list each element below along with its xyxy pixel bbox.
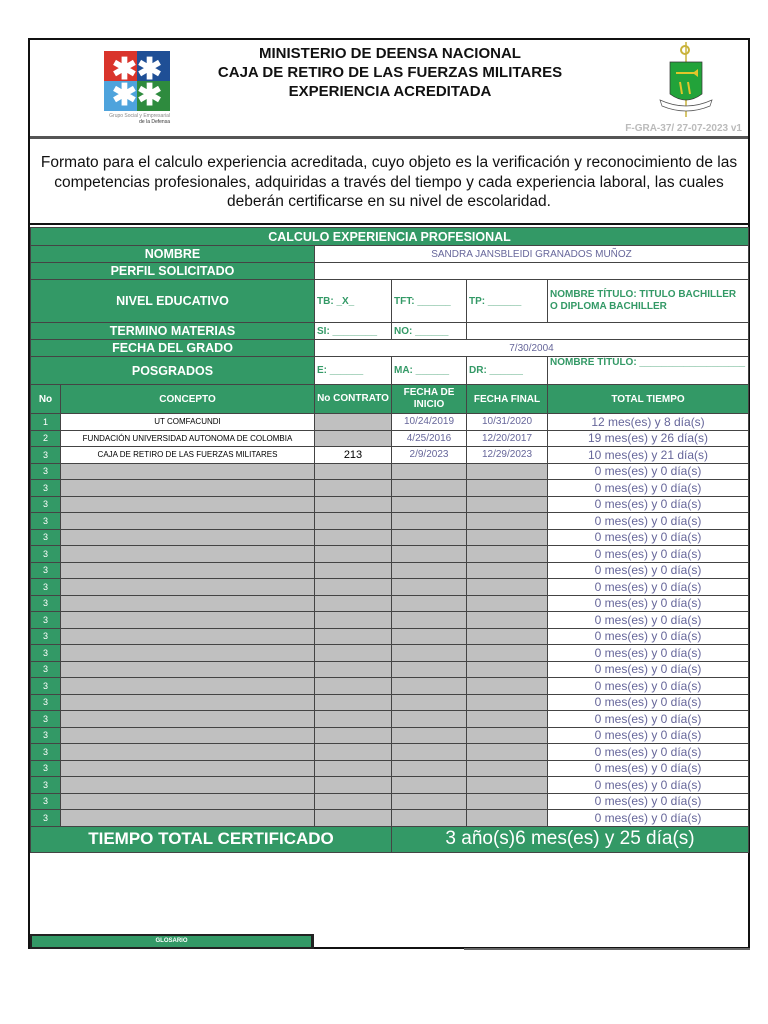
concepto-cell[interactable]	[61, 678, 315, 695]
table-row	[31, 430, 749, 447]
contrato-cell[interactable]	[315, 414, 392, 431]
concepto-cell[interactable]	[61, 463, 315, 480]
contrato-cell[interactable]	[315, 694, 392, 711]
contrato-cell[interactable]	[315, 463, 392, 480]
row-number: 3	[31, 760, 61, 777]
concepto-cell[interactable]	[61, 760, 315, 777]
tft-field[interactable]: TFT: ______	[392, 280, 467, 323]
coat-of-arms-icon	[658, 42, 714, 117]
total-cell: 0 mes(es) y 0 día(s)	[548, 562, 749, 579]
contrato-cell[interactable]	[315, 760, 392, 777]
contrato-cell[interactable]	[315, 793, 392, 810]
final-cell[interactable]	[467, 612, 548, 629]
experience-table	[30, 227, 749, 853]
final-cell[interactable]	[467, 579, 548, 596]
contrato-cell[interactable]	[315, 430, 392, 447]
total-cell: 0 mes(es) y 0 día(s)	[548, 513, 749, 530]
inicio-cell[interactable]	[392, 678, 467, 695]
inicio-cell[interactable]	[392, 777, 467, 794]
row-number: 3	[31, 513, 61, 530]
inicio-cell[interactable]	[392, 727, 467, 744]
final-cell[interactable]	[467, 546, 548, 563]
total-cell: 0 mes(es) y 0 día(s)	[548, 496, 749, 513]
contrato-cell[interactable]	[315, 513, 392, 530]
total-cell: 12 mes(es) y 8 día(s)	[548, 414, 749, 431]
inicio-cell[interactable]	[392, 711, 467, 728]
final-cell[interactable]	[467, 810, 548, 827]
title-line: CAJA DE RETIRO DE LAS FUERZAS MILITARES	[217, 64, 563, 81]
concepto-cell[interactable]	[61, 744, 315, 761]
fecha-grado-field[interactable]: 7/30/2004	[315, 340, 749, 357]
final-cell[interactable]	[467, 727, 548, 744]
row-number: 3	[31, 579, 61, 596]
final-cell[interactable]	[467, 595, 548, 612]
final-cell[interactable]	[467, 661, 548, 678]
table-row	[31, 480, 749, 497]
contrato-cell[interactable]	[315, 645, 392, 662]
concepto-cell[interactable]	[61, 661, 315, 678]
final-cell[interactable]	[467, 628, 548, 645]
row-number: 3	[31, 480, 61, 497]
total-cell: 0 mes(es) y 0 día(s)	[548, 529, 749, 546]
pos-titulo-field[interactable]: NOMBRE TÍTULO: ___________________	[548, 357, 749, 385]
table-row	[31, 645, 749, 662]
dr-field[interactable]: DR: ______	[467, 357, 548, 385]
concepto-cell[interactable]	[61, 628, 315, 645]
row-number: 3	[31, 810, 61, 827]
nivel-label: NIVEL EDUCATIVO	[31, 280, 315, 323]
total-cell: 0 mes(es) y 0 día(s)	[548, 595, 749, 612]
table-row	[31, 612, 749, 629]
contrato-cell[interactable]	[315, 810, 392, 827]
document-title	[180, 44, 600, 101]
col-final: FECHA FINAL	[467, 385, 548, 414]
table-row	[31, 579, 749, 596]
row-number: 3	[31, 661, 61, 678]
final-cell[interactable]	[467, 463, 548, 480]
contrato-cell[interactable]	[315, 727, 392, 744]
table-row	[31, 760, 749, 777]
final-cell[interactable]	[467, 529, 548, 546]
final-cell[interactable]: 10/31/2020	[467, 414, 548, 431]
row-number: 3	[31, 562, 61, 579]
signature-line	[464, 948, 750, 950]
concepto-cell[interactable]	[61, 810, 315, 827]
concepto-cell[interactable]	[61, 711, 315, 728]
final-cell[interactable]	[467, 711, 548, 728]
nivel-titulo-field[interactable]: NOMBRE TÍTULO: TITULO BACHILLER O DIPLOMA BACHILLER	[548, 280, 749, 323]
final-cell[interactable]	[467, 777, 548, 794]
logo-caption	[90, 113, 170, 125]
inicio-cell[interactable]	[392, 760, 467, 777]
table-row	[31, 810, 749, 827]
inicio-cell[interactable]	[392, 661, 467, 678]
concepto-cell[interactable]	[61, 777, 315, 794]
tb-field[interactable]: TB: _X_	[315, 280, 392, 323]
table-row	[31, 777, 749, 794]
contrato-cell[interactable]	[315, 612, 392, 629]
concepto-cell[interactable]	[61, 546, 315, 563]
final-cell[interactable]	[467, 513, 548, 530]
col-total: TOTAL TIEMPO	[548, 385, 749, 414]
inicio-cell[interactable]	[392, 496, 467, 513]
total-cell: 0 mes(es) y 0 día(s)	[548, 777, 749, 794]
total-cell: 0 mes(es) y 0 día(s)	[548, 744, 749, 761]
row-number: 3	[31, 744, 61, 761]
row-number: 3	[31, 711, 61, 728]
concepto-cell[interactable]	[61, 694, 315, 711]
si-field[interactable]: SI: ________	[315, 323, 392, 340]
form-frame	[28, 38, 750, 949]
table-row	[31, 711, 749, 728]
table-row	[31, 447, 749, 464]
concepto-cell[interactable]	[61, 595, 315, 612]
row-number: 3	[31, 447, 61, 464]
concepto-cell[interactable]	[61, 529, 315, 546]
contrato-cell[interactable]	[315, 777, 392, 794]
contrato-cell[interactable]: 213	[315, 447, 392, 464]
nombre-field[interactable]: SANDRA JANSBLEIDI GRANADOS MUÑOZ	[315, 246, 749, 263]
perfil-field[interactable]	[315, 263, 749, 280]
total-cell: 0 mes(es) y 0 día(s)	[548, 645, 749, 662]
e-field[interactable]: E: ______	[315, 357, 392, 385]
section-title: CALCULO EXPERIENCIA PROFESIONAL	[31, 228, 749, 246]
no-field[interactable]: NO: ______	[392, 323, 467, 340]
concepto-cell[interactable]	[61, 727, 315, 744]
table-row	[31, 793, 749, 810]
inicio-cell[interactable]	[392, 793, 467, 810]
table-row	[31, 513, 749, 530]
final-cell[interactable]	[467, 793, 548, 810]
concepto-cell[interactable]: CAJA DE RETIRO DE LAS FUERZAS MILITARES	[61, 447, 315, 464]
ma-field[interactable]: MA: ______	[392, 357, 467, 385]
tp-field[interactable]: TP: ______	[467, 280, 548, 323]
col-concepto: CONCEPTO	[61, 385, 315, 414]
title-line: EXPERIENCIA ACREDITADA	[288, 83, 492, 100]
table-row	[31, 546, 749, 563]
posgrados-label: POSGRADOS	[31, 357, 315, 385]
row-number: 3	[31, 612, 61, 629]
total-cell: 0 mes(es) y 0 día(s)	[548, 612, 749, 629]
contrato-cell[interactable]	[315, 529, 392, 546]
total-cell: 0 mes(es) y 0 día(s)	[548, 810, 749, 827]
final-cell[interactable]	[467, 645, 548, 662]
row-number: 3	[31, 777, 61, 794]
table-row	[31, 562, 749, 579]
table-row	[31, 496, 749, 513]
contrato-cell[interactable]	[315, 628, 392, 645]
concepto-cell[interactable]	[61, 513, 315, 530]
table-row	[31, 628, 749, 645]
concepto-cell[interactable]	[61, 793, 315, 810]
title-line: MINISTERIO DE DEENSA NACIONAL	[259, 45, 521, 62]
nombre-label: NOMBRE	[31, 246, 315, 263]
group-logo: ✱✱ ✱✱	[104, 51, 170, 111]
inicio-cell[interactable]	[392, 694, 467, 711]
table-row	[31, 678, 749, 695]
inicio-cell[interactable]	[392, 810, 467, 827]
concepto-cell[interactable]	[61, 496, 315, 513]
total-cell: 0 mes(es) y 0 día(s)	[548, 579, 749, 596]
final-cell[interactable]	[467, 678, 548, 695]
inicio-cell[interactable]	[392, 529, 467, 546]
col-inicio: FECHA DE INICIO	[392, 385, 467, 414]
inicio-cell[interactable]	[392, 595, 467, 612]
inicio-cell[interactable]	[392, 480, 467, 497]
total-cell: 10 mes(es) y 21 día(s)	[548, 447, 749, 464]
inicio-cell[interactable]	[392, 463, 467, 480]
inicio-cell[interactable]	[392, 612, 467, 629]
inicio-cell[interactable]	[392, 645, 467, 662]
logo-text-line: Grupo Social y Empresarial	[109, 113, 170, 119]
row-number: 3	[31, 645, 61, 662]
row-number: 3	[31, 628, 61, 645]
perfil-label: PERFIL SOLICITADO	[31, 263, 315, 280]
final-cell[interactable]: 12/29/2023	[467, 447, 548, 464]
fecha-grado-label: FECHA DEL GRADO	[31, 340, 315, 357]
concepto-cell[interactable]	[61, 562, 315, 579]
total-cell: 0 mes(es) y 0 día(s)	[548, 628, 749, 645]
inicio-cell[interactable]: 4/25/2016	[392, 430, 467, 447]
col-contrato: No CONTRATO	[315, 385, 392, 414]
row-number: 3	[31, 546, 61, 563]
contrato-cell[interactable]	[315, 661, 392, 678]
col-no: No	[31, 385, 61, 414]
concepto-cell[interactable]: UT COMFACUNDI	[61, 414, 315, 431]
concepto-cell[interactable]: FUNDACIÓN UNIVERSIDAD AUTONOMA DE COLOMBIA	[61, 430, 315, 447]
total-cell: 0 mes(es) y 0 día(s)	[548, 463, 749, 480]
table-row	[31, 661, 749, 678]
total-cell: 0 mes(es) y 0 día(s)	[548, 711, 749, 728]
row-number: 3	[31, 496, 61, 513]
total-cell: 0 mes(es) y 0 día(s)	[548, 678, 749, 695]
contrato-cell[interactable]	[315, 496, 392, 513]
total-cell: 0 mes(es) y 0 día(s)	[548, 480, 749, 497]
final-cell[interactable]: 12/20/2017	[467, 430, 548, 447]
inicio-cell[interactable]	[392, 744, 467, 761]
row-number: 3	[31, 463, 61, 480]
inicio-cell[interactable]	[392, 513, 467, 530]
row-number: 3	[31, 529, 61, 546]
contrato-cell[interactable]	[315, 480, 392, 497]
total-cell: 19 mes(es) y 26 día(s)	[548, 430, 749, 447]
logo-text-line: de la Defensa	[139, 119, 170, 125]
glosario-button[interactable]: GLOSARIO	[30, 934, 314, 949]
concepto-cell[interactable]	[61, 645, 315, 662]
total-cell: 0 mes(es) y 0 día(s)	[548, 546, 749, 563]
contrato-cell[interactable]	[315, 579, 392, 596]
table-row	[31, 463, 749, 480]
contrato-cell[interactable]	[315, 678, 392, 695]
concepto-cell[interactable]	[61, 579, 315, 596]
table-row	[31, 529, 749, 546]
total-cell: 0 mes(es) y 0 día(s)	[548, 760, 749, 777]
row-number: 2	[31, 430, 61, 447]
inicio-cell[interactable]	[392, 562, 467, 579]
total-value: 3 año(s)6 mes(es) y 25 día(s)	[392, 826, 749, 852]
final-cell[interactable]	[467, 496, 548, 513]
row-number: 3	[31, 793, 61, 810]
contrato-cell[interactable]	[315, 711, 392, 728]
concepto-cell[interactable]	[61, 612, 315, 629]
total-cell: 0 mes(es) y 0 día(s)	[548, 793, 749, 810]
intro-text: Formato para el calculo experiencia acreditada, cuyo objeto es la verificación y reconocimiento de las competencias profesionales, adquiridas a través del tiempo y cada experiencia laboral, las cuales deberán certificarse en su nivel de escolaridad.	[30, 141, 748, 225]
inicio-cell[interactable]: 2/9/2023	[392, 447, 467, 464]
final-cell[interactable]	[467, 760, 548, 777]
final-cell[interactable]	[467, 480, 548, 497]
inicio-cell[interactable]	[392, 579, 467, 596]
table-row	[31, 414, 749, 431]
row-number: 3	[31, 727, 61, 744]
concepto-cell[interactable]	[61, 480, 315, 497]
table-row	[31, 727, 749, 744]
total-label: TIEMPO TOTAL CERTIFICADO	[31, 826, 392, 852]
total-cell: 0 mes(es) y 0 día(s)	[548, 727, 749, 744]
final-cell[interactable]	[467, 562, 548, 579]
row-number: 3	[31, 595, 61, 612]
row-number: 3	[31, 694, 61, 711]
final-cell[interactable]	[467, 694, 548, 711]
contrato-cell[interactable]	[315, 595, 392, 612]
table-row	[31, 595, 749, 612]
total-cell: 0 mes(es) y 0 día(s)	[548, 661, 749, 678]
inicio-cell[interactable]: 10/24/2019	[392, 414, 467, 431]
termino-label: TERMINO MATERIAS	[31, 323, 315, 340]
total-cell: 0 mes(es) y 0 día(s)	[548, 694, 749, 711]
form-code: F-GRA-37/ 27-07-2023 v1	[625, 123, 742, 134]
contrato-cell[interactable]	[315, 744, 392, 761]
table-row	[31, 744, 749, 761]
final-cell[interactable]	[467, 744, 548, 761]
contrato-cell[interactable]	[315, 562, 392, 579]
contrato-cell[interactable]	[315, 546, 392, 563]
row-number: 1	[31, 414, 61, 431]
header	[30, 40, 748, 139]
table-row	[31, 694, 749, 711]
termino-blank	[467, 323, 749, 340]
inicio-cell[interactable]	[392, 628, 467, 645]
row-number: 3	[31, 678, 61, 695]
inicio-cell[interactable]	[392, 546, 467, 563]
